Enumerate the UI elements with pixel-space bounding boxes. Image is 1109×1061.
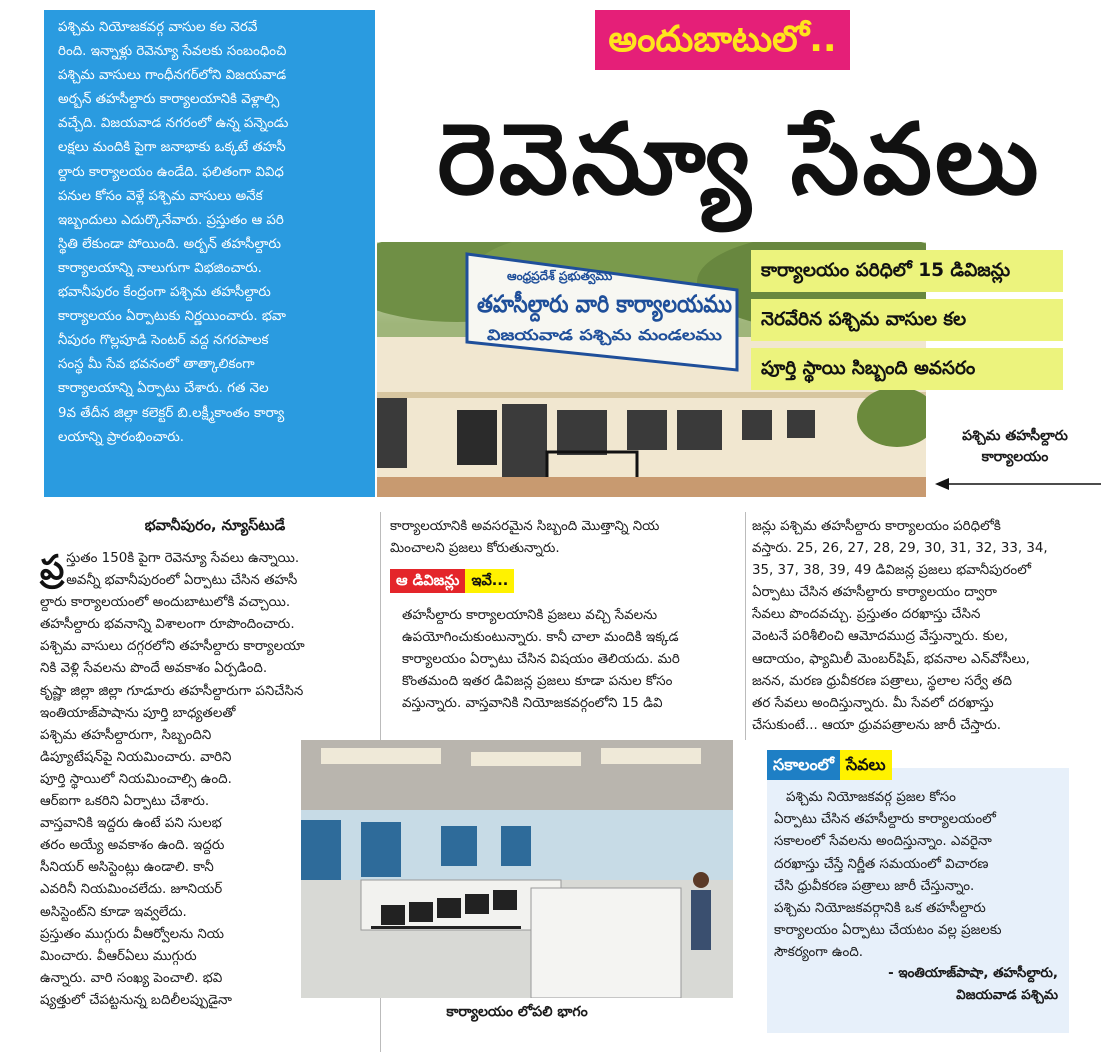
- intro-line: అర్బన్ తహసీల్దారు కార్యాలయానికి వెళ్లాల్సి: [58, 92, 280, 108]
- intro-line: భవానీపురం కేంద్రంగా పశ్చిమ తహసీల్దారు: [58, 285, 271, 301]
- dateline: భవానీపురం, న్యూస్‌టుడే: [144, 518, 286, 534]
- article-line: తర సేవలు అందిస్తున్నారు. మీ సేవలో దరఖాస్తు: [752, 695, 994, 711]
- article-line: ఉన్నారు. వారి సంఖ్య పెంచాలి. భవి: [40, 970, 223, 986]
- intro-line: పనుల కోసం వెళ్లే పశ్చిమ వాసులు అనేక: [58, 188, 263, 204]
- highlight-box: కార్యాలయం పరిధిలో 15 డివిజన్లు: [751, 250, 1063, 292]
- article-line: సేవలు పొందవచ్చు. ప్రస్తుతం దరఖాస్తు చేసిన: [752, 607, 981, 623]
- column-rule: [745, 512, 746, 740]
- sidebar-line: కార్యాలయం ఏర్పాటు చేయటం వల్ల ప్రజలకు: [774, 923, 1002, 939]
- interior-caption: కార్యాలయం లోపలి భాగం: [446, 1004, 588, 1020]
- article-line: పశ్చిమ తహసీల్దారుగా, సిబ్బందిని: [40, 727, 212, 743]
- intro-line: కార్యాలయం ఏర్పాటుకు నిర్ణయించారు. భవా: [58, 309, 286, 325]
- article-column-3: [752, 516, 1092, 737]
- sidebar-line: చేసి ధ్రువీకరణ పత్రాలు జారీ చేస్తున్నాం.: [774, 878, 975, 894]
- article-line: మించాలని ప్రజలు కోరుతున్నారు.: [390, 541, 560, 557]
- article-line: కొంతమంది ఇతర డివిజన్ల ప్రజలు కూడా పనుల కోసం: [402, 674, 673, 690]
- article-line: ప్రస్తుతం ముగ్గురు వీఆర్వోలను నియ: [40, 926, 225, 942]
- sidebar-head-blue: సకాలంలో: [767, 750, 840, 780]
- intro-line: సంస్థ మీ సేవ భవనంలో తాత్కాలికంగా: [58, 357, 255, 373]
- article-line: ఉపయోగించుకుంటున్నారు. కానీ చాలా మందికి ఇక్కడ: [402, 630, 679, 646]
- headline: రెవెన్యూ సేవలు: [437, 103, 1042, 217]
- highlight-box: పూర్తి స్థాయి సిబ్బంది అవసరం: [751, 348, 1063, 390]
- article-line: పశ్చిమ వాసులు దగ్గరలోని తహసీల్దారు కార్యాలయా: [40, 639, 305, 655]
- article-line: కార్యాలయానికి అవసరమైన సిబ్బంది మొత్తాన్ని నియ: [390, 519, 660, 534]
- intro-line: కార్యాలయాన్ని నాలుగుగా విభజించారు.: [58, 260, 262, 276]
- article-line: ఇంతియాజ్‌పాషాను పూర్తి బాధ్యతలతో: [40, 705, 236, 721]
- article-line: చేసుకుంటే... ఆయా ధ్రువపత్రాలను జారీ చేస్తారు.: [752, 717, 1002, 733]
- drop-cap: ప్ర: [40, 548, 65, 588]
- article-line: తహసీల్దారు కార్యాలయానికి ప్రజలు వచ్చి సేవలను: [402, 608, 658, 623]
- intro-line: స్థితి లేకుండా పోయింది. అర్బన్ తహసీల్దారు: [58, 236, 281, 252]
- intro-line: నీపురం గొల్లపూడి సెంటర్ వద్ద నగరపాలక: [58, 333, 269, 349]
- article-line: వాస్తవానికి ఇద్దరు ఉంటే పని సులభ: [40, 816, 222, 832]
- subhead-red: ఆ డివిజన్లు: [390, 569, 465, 593]
- intro-line: ఇబ్బందులు ఎదుర్కొనేవారు. ప్రస్తుతం ఆ పరి: [58, 212, 284, 228]
- credit-line: విజయవాడ పశ్చిమ: [956, 988, 1058, 1003]
- building-caption: [930, 426, 1100, 468]
- article-line: నికి వెళ్లి సేవలను పొందే అవకాశం ఏర్పడింది.: [40, 661, 268, 677]
- article-line: వస్తారు. 25, 26, 27, 28, 29, 30, 31, 32, 33, 34,: [752, 541, 1048, 557]
- article-line: కార్యాలయం ఏర్పాటు చేసిన విషయం తెలియదు. మరి: [402, 652, 680, 668]
- article-line: పూర్తి స్థాయిలో నియమించాల్సి ఉంది.: [40, 771, 232, 787]
- sidebar-head: [767, 750, 892, 780]
- article-line: అవన్నీ భవానీపురంలో ఏర్పాటు చేసిన తహసీ: [66, 573, 298, 589]
- sidebar-line: సకాలంలో సేవలను అందిస్తున్నాం. ఎవరైనా: [774, 834, 992, 850]
- credit-line: - ఇంతియాజ్‌పాషా, తహసీల్దారు,: [888, 966, 1058, 981]
- sidebar-line: దరఖాస్తు చేస్తే నిర్ణీత సమయంలో విచారణ: [774, 856, 989, 872]
- article-line: మించారు. వీఆర్ఏలు ముగ్గురు: [40, 948, 197, 964]
- intro-line: రింది. ఇన్నాళ్లు రెవెన్యూ సేవలకు సంబంధించి: [58, 44, 287, 60]
- caption-arrow-icon: [935, 476, 1103, 492]
- article-line: ఆదాయం, ఫ్యామిలీ మెంబర్‌షిప్, భవనాల ఎన్‌వోసీలు,: [752, 651, 1030, 667]
- article-line: తహసీల్దారు భవనాన్ని విశాలంగా రూపొందించారు.: [40, 617, 295, 633]
- subhead-yellow: ఇవే...: [465, 569, 514, 593]
- sidebar-line: సౌకర్యంగా ఉంది.: [774, 945, 864, 961]
- article-line: ఏర్పాటు చేసిన తహసీల్దారు కార్యాలయం ద్వారా: [752, 585, 997, 601]
- article-line: సీనియర్ అసిస్టెంట్లు ఉండాలి. కానీ: [40, 860, 214, 876]
- interior-illustration: [301, 740, 733, 998]
- article-line: జన్లు పశ్చిమ తహసీల్దారు కార్యాలయం పరిధిలోకి: [752, 519, 1001, 534]
- sidebar-text: [774, 787, 1064, 965]
- sidebar-credit: [774, 963, 1058, 1007]
- interior-photo: [301, 740, 733, 998]
- sign-line-2: తహసీల్దారు వారి కార్యాలయము: [477, 290, 777, 318]
- building-caption-line: పశ్చిమ తహసీల్దారు: [962, 428, 1068, 444]
- intro-line: వచ్చేది. విజయవాడ నగరంలో ఉన్న పన్నెండు: [58, 116, 289, 132]
- divisions-subhead: [390, 569, 514, 593]
- article-line: కృష్ణా జిల్లా జిల్లా గూడూరు తహసీల్దారుగా పనిచేసిన: [40, 683, 304, 699]
- intro-line: 9వ తేదీన జిల్లా కలెక్టర్ బి.లక్ష్మీకాంతం కార్యా: [58, 405, 285, 421]
- article-line: వస్తున్నారు. వాస్తవానికి నియోజకవర్గంలోని 15 డివి: [402, 696, 663, 712]
- intro-line: లక్షలు మందికి పైగా జనాభాకు ఒక్కటే తహసీ: [58, 140, 286, 156]
- intro-line: కార్యాలయాన్ని ఏర్పాటు చేశారు. గత నెల: [58, 381, 269, 397]
- sign-line-1: ఆంధ్రప్రదేశ్ ప్రభుత్వము: [507, 269, 613, 283]
- article-line: అసిస్టెంట్‌ని కూడా ఇవ్వలేదు.: [40, 904, 187, 920]
- article-line: తరం అయ్యే అవకాశం ఉంది. ఇద్దరు: [40, 838, 225, 854]
- article-line: ఎవరినీ నియమించలేదు. జూనియర్: [40, 882, 223, 898]
- intro-box: [44, 10, 375, 497]
- sidebar-head-yellow: సేవలు: [840, 750, 892, 780]
- sidebar-line: పశ్చిమ నియోజకవర్గానికి ఒక తహసీల్దారు: [774, 901, 986, 917]
- article-line: జనన, మరణ ధ్రువీకరణ పత్రాలు, స్థలాల సర్వే తది: [752, 673, 1012, 689]
- building-caption-line: కార్యాలయం: [981, 449, 1049, 465]
- intro-line: పశ్చిమ వాసులు గాంధీనగర్‌లోని విజయవాడ: [58, 68, 287, 84]
- article-line: డిప్యూటేషన్‌పై నియమించారు. వారిని: [40, 749, 232, 765]
- article-line: ల్దారు కార్యాలయంలో అందుబాటులోకి వచ్చాయి.: [40, 595, 291, 611]
- article-line: ఆర్‌ఐగా ఒకరిని ఏర్పాటు చేశారు.: [40, 794, 210, 810]
- article-column-2: [402, 605, 742, 715]
- sign-line-3: విజయవాడ పశ్చిమ మండలము: [487, 326, 673, 344]
- sidebar-line: పశ్చిమ నియోజకవర్గ ప్రజల కోసం: [786, 790, 956, 805]
- kicker-label: అందుబాటులో..: [595, 10, 850, 70]
- intro-line: పశ్చిమ నియోజకవర్గ వాసుల కల నెరవే: [58, 20, 258, 35]
- intro-line: ల్దారు కార్యాలయం ఉండేది. ఫలితంగా వివిధ: [58, 164, 284, 180]
- highlight-box: నెరవేరిన పశ్చిమ వాసుల కల: [751, 299, 1063, 341]
- article-column-2-top: [390, 516, 740, 561]
- intro-line: లయాన్ని ప్రారంభించారు.: [58, 429, 185, 445]
- article-line: వెంటనే పరిశీలించి ఆమోదముద్ర వేస్తున్నారు. కుల,: [752, 629, 1009, 645]
- sidebar-line: ఏర్పాటు చేసిన తహసీల్దారు కార్యాలయంలో: [774, 812, 996, 828]
- article-line: స్తుతం 150కి పైగా రెవెన్యూ సేవలు ఉన్నాయి.: [66, 551, 300, 566]
- article-line: 35, 37, 38, 39, 49 డివిజన్ల ప్రజలు భవానీపురంలో: [752, 563, 1032, 579]
- article-line: ష్యత్తులో చేపట్టనున్న బదిలీలప్పుడైనా: [40, 992, 232, 1008]
